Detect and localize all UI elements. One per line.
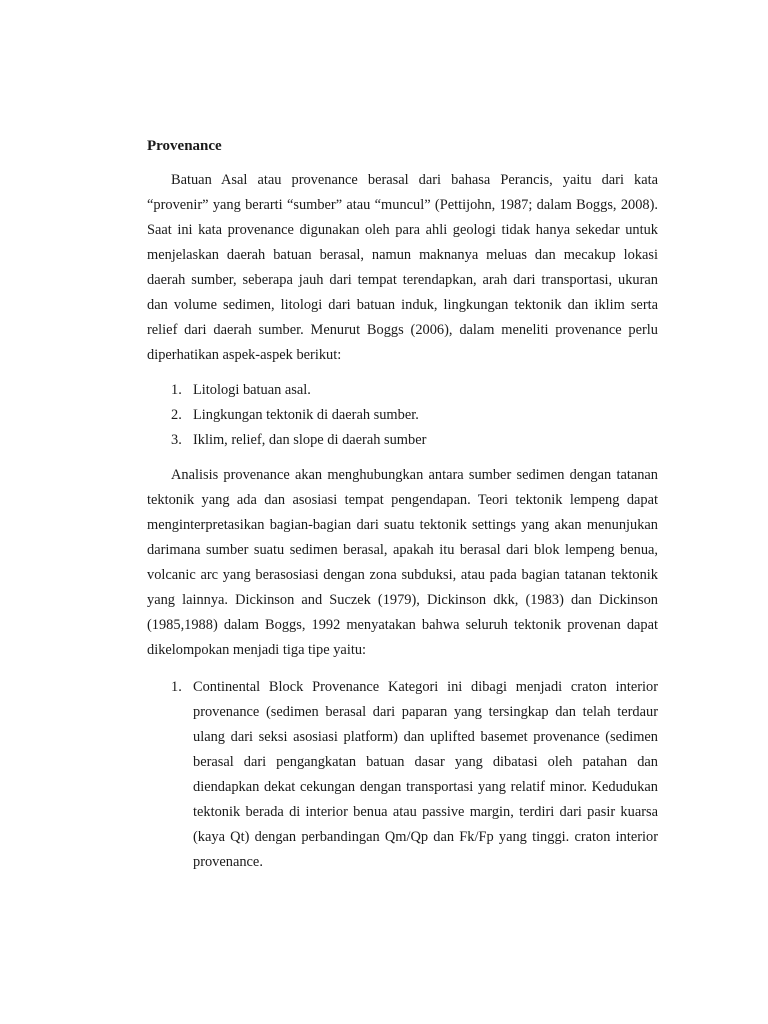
list-item xyxy=(147,675,658,875)
list-item-number: 1. xyxy=(171,382,182,398)
list-item-text: Litologi batuan asal. xyxy=(193,382,311,398)
section-heading: Provenance xyxy=(147,138,222,154)
list-item-text: Continental Block Provenance Kategori ini dibagi menjadi craton interior provenance (sedimen berasal dari paparan yang tersingkap dan telah terdaur ulang dari seksi asosiasi platform) dan uplifted basemet provenance (sedimen berasal dari pengangkatan batuan dasar yang dibatasi oleh patahan dan diendapkan dekat cekungan dengan transportasi yang relatif minor. Kedudukan tektonik berada di interior benua atau passive margin, terdiri dari pasir kuarsa (kaya Qt) dengan perbandingan Qm/Qp dan Fk/Fp yang tinggi. craton interior provenance. xyxy=(193,679,658,870)
list-item-number: 2. xyxy=(171,407,182,423)
provenance-types-list xyxy=(147,675,658,875)
list-item xyxy=(147,378,658,403)
list-item-text: Iklim, relief, dan slope di daerah sumber xyxy=(193,432,427,448)
list-item-text: Lingkungan tektonik di daerah sumber. xyxy=(193,407,419,423)
analysis-paragraph: Analisis provenance akan menghubungkan antara sumber sedimen dengan tatanan tektonik yang ada dan asosiasi tempat pengendapan. Teori tektonik lempeng dapat menginterpretasikan bagian-bagian dari suatu tektonik settings yang akan menunjukan darimana sumber suatu sedimen berasal, apakah itu berasal dari blok lempeng benua, volcanic arc yang berasosiasi dengan zona subduksi, atau pada bagian tatanan tektonik yang lainnya. Dickinson and Suczek (1979), Dickinson dkk, (1983) dan Dickinson (1985,1988) dalam Boggs, 1992 menyatakan bahwa seluruh tektonik provenan dapat dikelompokan menjadi tiga tipe yaitu: xyxy=(147,467,658,658)
aspects-list xyxy=(147,378,658,453)
list-item xyxy=(147,428,658,453)
list-item xyxy=(147,403,658,428)
list-item-number: 1. xyxy=(171,679,182,695)
intro-paragraph: Batuan Asal atau provenance berasal dari bahasa Perancis, yaitu dari kata “provenir” yang berarti “sumber” atau “muncul” (Pettijohn, 1987; dalam Boggs, 2008). Saat ini kata provenance digunakan oleh para ahli geologi tidak hanya sekedar untuk menjelaskan daerah batuan berasal, namun maknanya meluas dan mecakup lokasi daerah sumber, seberapa jauh dari tempat terendapkan, arah dari transportasi, ukuran dan volume sedimen, litologi dari batuan induk, lingkungan tektonik dan iklim serta relief dari daerah sumber. Menurut Boggs (2006), dalam meneliti provenance perlu diperhatikan aspek-aspek berikut: xyxy=(147,172,658,363)
list-item-number: 3. xyxy=(171,432,182,448)
